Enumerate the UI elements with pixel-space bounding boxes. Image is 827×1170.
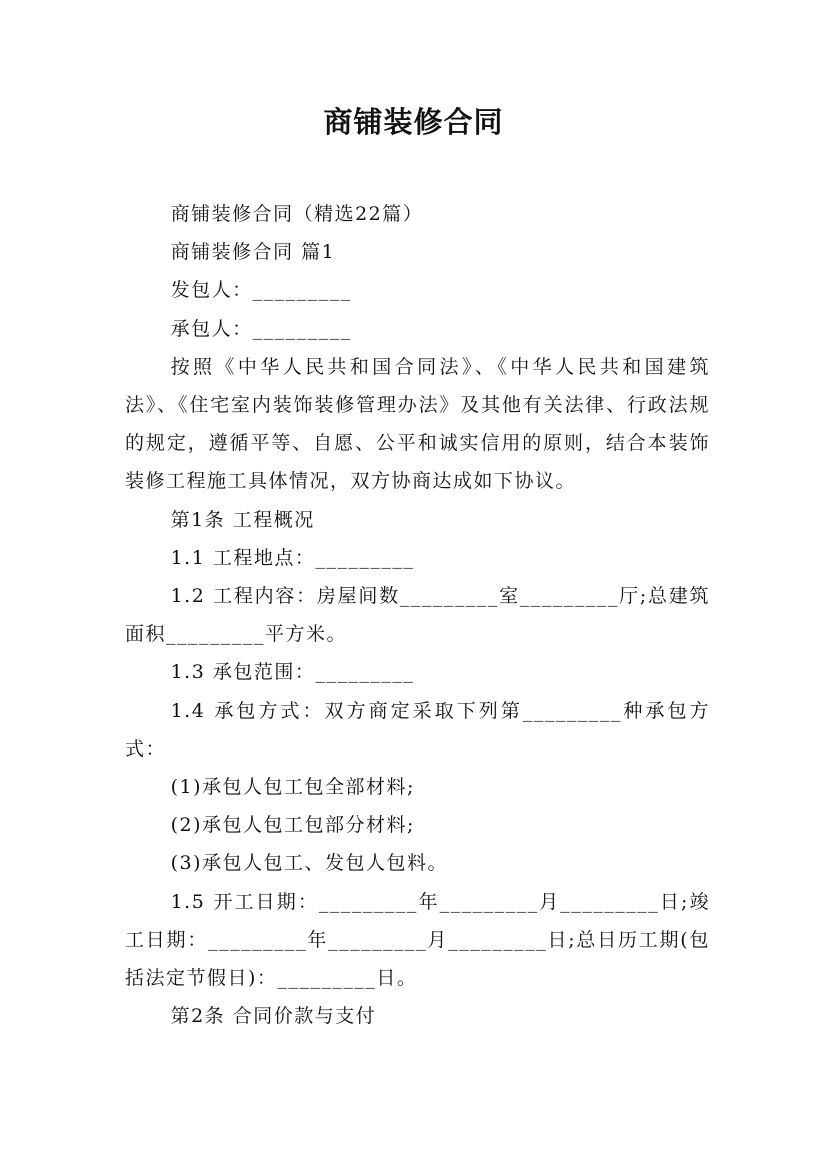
- document-body: [125, 195, 710, 1035]
- paragraph-clause-1-1: 1.1 工程地点：_________: [170, 546, 415, 569]
- document-title: 商铺装修合同: [323, 105, 504, 139]
- paragraph-article-1: 第1条 工程概况: [170, 508, 315, 531]
- paragraph-clause-1-5: 1.5 开工日期：_________年_________月_________日;竣工日期：_________年_________月_________日;总日历工期(包括法定节假日)：_________日。: [125, 890, 710, 990]
- paragraph-clause-1-4: 1.4 承包方式：双方商定采取下列第_________种承包方式：: [125, 699, 710, 760]
- paragraph-option-2: (2)承包人包工包部分材料;: [170, 814, 415, 837]
- paragraph-contractor: 承包人：_________: [170, 317, 352, 340]
- paragraph-section-heading: 商铺装修合同 篇1: [170, 241, 336, 264]
- paragraph-intro: 商铺装修合同（精选22篇）: [170, 203, 424, 225]
- paragraph-preamble: 按照《中华人民共和国合同法》、《中华人民共和国建筑法》、《住宅室内装饰装修管理办法》及其他有关法律、行政法规的规定，遵循平等、自愿、公平和诚实信用的原则，结合本装饰装修工程施工具体情况，双方协商达成如下协议。: [125, 355, 710, 493]
- paragraph-option-1: (1)承包人包工包全部材料;: [170, 776, 415, 799]
- paragraph-employer: 发包人：_________: [170, 279, 352, 302]
- paragraph-option-3: (3)承包人包工、发包人包料。: [170, 852, 449, 875]
- paragraph-clause-1-2: 1.2 工程内容：房屋间数_________室_________厅;总建筑面积_________平方米。: [125, 585, 710, 646]
- paragraph-clause-1-3: 1.3 承包范围：_________: [170, 661, 415, 684]
- paragraph-article-2: 第2条 合同价款与支付: [170, 1005, 377, 1028]
